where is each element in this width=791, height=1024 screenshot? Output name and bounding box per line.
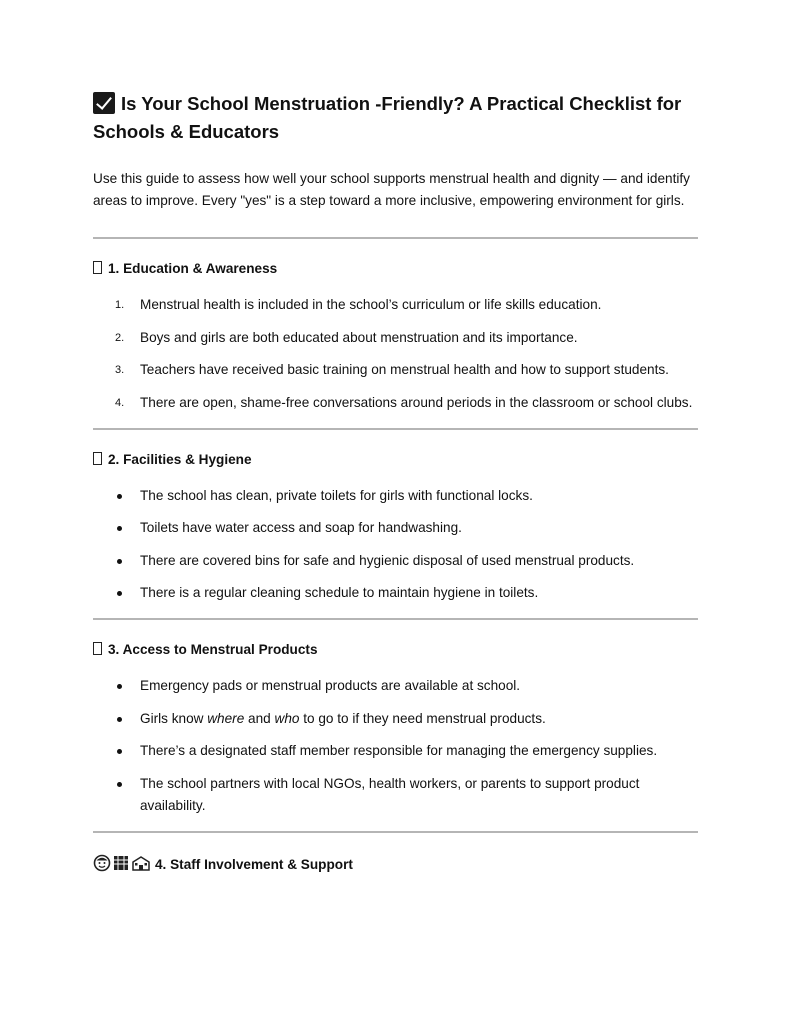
list-item-text: There are covered bins for safe and hygienic disposal of used menstrual products. [140, 552, 635, 568]
list-item [93, 773, 698, 817]
list-item-text: Menstrual health is included in the school’s curriculum or life skills education. [140, 297, 602, 312]
section-heading-text: 1. Education & Awareness [108, 261, 278, 276]
list-item [93, 582, 698, 604]
list-marker: 4. [115, 396, 125, 409]
list-item [93, 550, 698, 572]
list-item-text: The school partners with local NGOs, health workers, or parents to support product availability. [140, 775, 640, 813]
education-list [93, 294, 698, 414]
list-marker: 1. [115, 299, 125, 311]
section-divider [93, 831, 698, 833]
list-item-text: Boys and girls are both educated about menstruation and its importance. [140, 329, 578, 345]
bullet-icon [117, 717, 122, 722]
box-glyph-icon [93, 452, 102, 465]
emphasis-who: who [274, 710, 300, 726]
section-heading-facilities [93, 451, 698, 469]
list-item-text [140, 711, 546, 726]
list-marker: 3. [115, 364, 125, 376]
section-heading-text: 4. Staff Involvement & Support [155, 856, 353, 872]
list-item-text: There are open, shame-free conversations around periods in the classroom or school clubs. [140, 394, 693, 410]
text-segment: to go to if they need menstrual products. [299, 710, 546, 726]
bullet-icon [117, 526, 122, 531]
bullet-icon [117, 559, 122, 564]
list-item-text: Toilets have water access and soap for handwashing. [140, 520, 462, 535]
text-segment: and [244, 710, 275, 726]
staff-emoji-svg [93, 854, 151, 872]
page-title [93, 90, 698, 146]
page-title-text: Is Your School Menstruation -Friendly? A Practical Checklist for Schools & Educators [93, 93, 682, 142]
box-glyph-icon [93, 261, 102, 274]
checkmark-icon [93, 92, 115, 114]
list-item [93, 294, 698, 316]
section-heading-text: 2. Facilities & Hygiene [108, 451, 252, 467]
list-item-text: Teachers have received basic training on menstrual health and how to support students. [140, 362, 669, 377]
section-heading-staff [93, 854, 698, 877]
bullet-icon [117, 684, 122, 689]
list-item [93, 675, 698, 697]
text-segment: Girls know [140, 710, 208, 726]
list-item-text: The school has clean, private toilets for girls with functional locks. [140, 487, 533, 503]
list-item [93, 327, 698, 349]
list-item [93, 359, 698, 381]
intro-paragraph: Use this guide to assess how well your school supports menstrual health and dignity — and identify areas to improve. Every "yes" is a step toward a more inclusive, empowering environment for girls. [93, 171, 690, 208]
section-heading-text: 3. Access to Menstrual Products [108, 642, 318, 657]
box-glyph-icon [93, 642, 102, 655]
products-list [93, 675, 698, 817]
section-divider [93, 618, 698, 620]
bullet-icon [117, 782, 122, 787]
list-item-text: There is a regular cleaning schedule to maintain hygiene in toilets. [140, 585, 539, 600]
list-item-text: Emergency pads or menstrual products are available at school. [140, 678, 521, 693]
emphasis-where: where [207, 710, 245, 726]
bullet-icon [117, 591, 122, 596]
list-item [93, 740, 698, 762]
facilities-list [93, 485, 698, 605]
list-item-text: There’s a designated staff member responsible for managing the emergency supplies. [140, 743, 658, 758]
list-item [93, 517, 698, 539]
staff-emoji-icon [93, 854, 151, 877]
bullet-icon [117, 749, 122, 754]
bullet-icon [117, 494, 122, 499]
document-page [93, 90, 698, 877]
list-item [93, 485, 698, 507]
list-marker: 2. [115, 331, 125, 344]
section-divider [93, 237, 698, 239]
list-item [93, 392, 698, 414]
section-heading-education [93, 260, 698, 278]
list-item [93, 708, 698, 730]
section-divider [93, 428, 698, 430]
section-heading-products [93, 641, 698, 659]
